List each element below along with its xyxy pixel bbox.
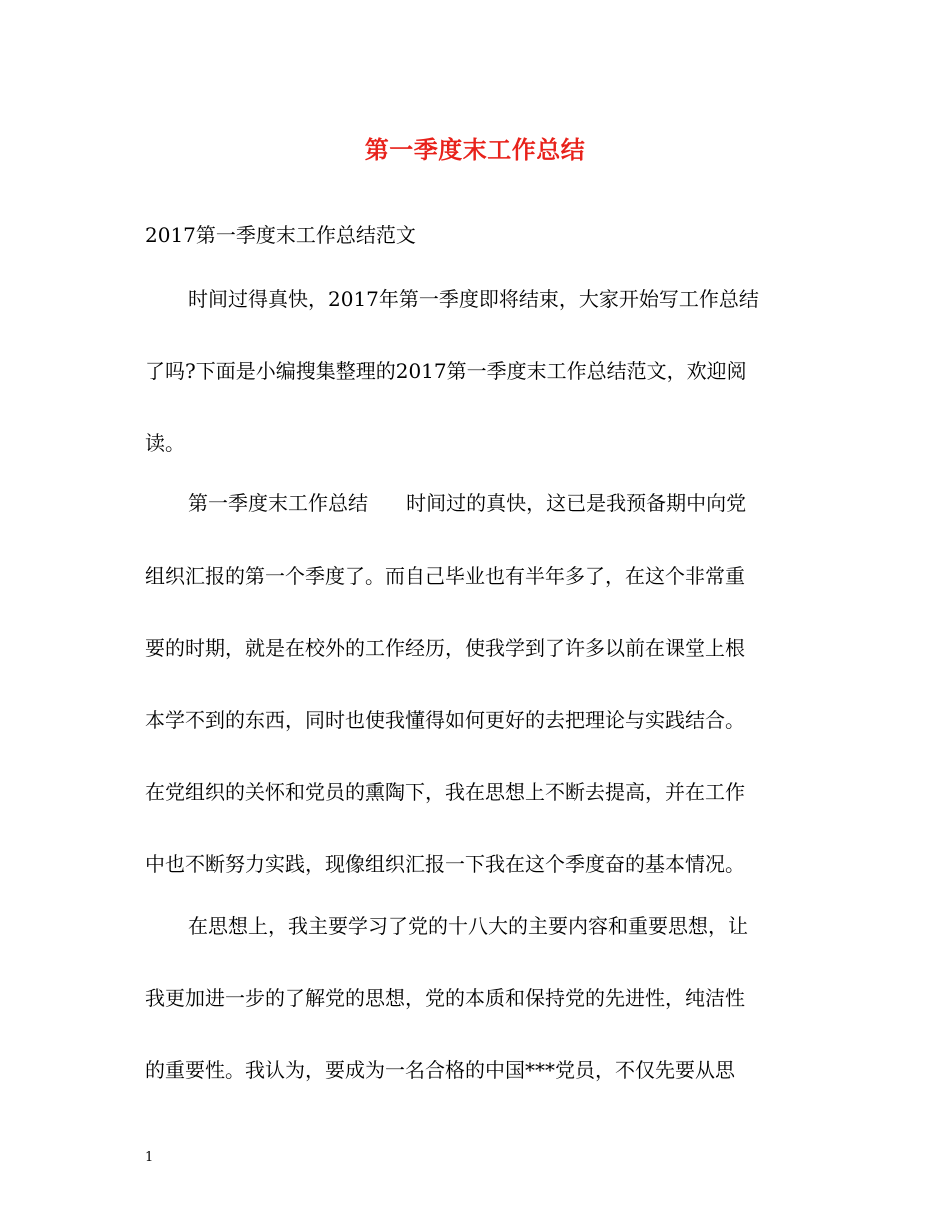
paragraph-line: 在思想上，我主要学习了党的十八大的主要内容和重要思想，让 bbox=[188, 914, 748, 938]
paragraph-line: 要的时期，就是在校外的工作经历，使我学到了许多以前在课堂上根 bbox=[145, 636, 745, 660]
paragraph-line: 本学不到的东西，同时也使我懂得如何更好的去把理论与实践结合。 bbox=[145, 708, 745, 732]
paragraph-line: 在党组织的关怀和党员的熏陶下，我在思想上不断去提高，并在工作 bbox=[145, 780, 745, 804]
paragraph-line: 组织汇报的第一个季度了。而自己毕业也有半年多了，在这个非常重 bbox=[145, 564, 745, 588]
paragraph-line: 我更加进一步的了解党的思想，党的本质和保持党的先进性，纯洁性 bbox=[145, 986, 745, 1010]
page-number: 1 bbox=[145, 1150, 154, 1165]
paragraph-line: 的重要性。我认为，要成为一名合格的中国***党员，不仅先要从思 bbox=[145, 1058, 735, 1082]
document-title: 第一季度末工作总结 bbox=[364, 135, 586, 164]
paragraph-line: 了吗?下面是小编搜集整理的2017第一季度末工作总结范文，欢迎阅 bbox=[145, 359, 747, 383]
document-subtitle: 2017第一季度末工作总结范文 bbox=[145, 223, 416, 247]
paragraph-line: 时间过得真快，2017年第一季度即将结束，大家开始写工作总结 bbox=[188, 287, 759, 311]
paragraph-line: 读。 bbox=[145, 431, 185, 455]
paragraph-line: 中也不断努力实践，现像组织汇报一下我在这个季度奋的基本情况。 bbox=[145, 852, 745, 876]
paragraph-line: 第一季度末工作总结 时间过的真快，这已是我预备期中向党 bbox=[188, 491, 747, 515]
